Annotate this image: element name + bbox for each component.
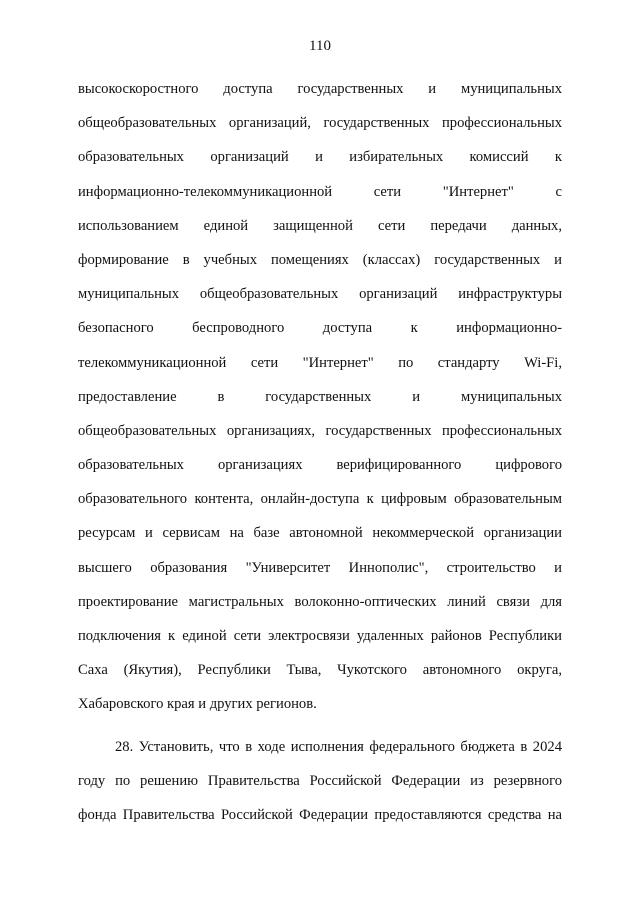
text-line: формирование в учебных помещениях (классах) государственных и xyxy=(78,251,562,268)
text-line: году по решению Правительства Российской Федерации из резервного xyxy=(78,772,562,789)
text-line: общеобразовательных организациях, государственных профессиональных xyxy=(78,422,562,439)
text-line: безопасного беспроводного доступа к информационно- xyxy=(78,320,562,337)
text-line: использованием единой защищенной сети передачи данных, xyxy=(78,217,562,234)
text-line: общеобразовательных организаций, государственных профессиональных xyxy=(78,115,562,132)
paragraph-2 xyxy=(78,730,562,833)
text-line: 28. Установить, что в ходе исполнения федерального бюджета в 2024 xyxy=(115,738,562,755)
text-line: образовательного контента, онлайн-доступа к цифровым образовательным xyxy=(78,491,562,508)
text-line: образовательных организаций и избирательных комиссий к xyxy=(78,149,562,166)
text-line: высшего образования "Университет Иннополис", строительство и xyxy=(78,559,562,576)
text-line: Саха (Якутия), Республики Тыва, Чукотского автономного округа, xyxy=(78,662,562,679)
text-line: высокоскоростного доступа государственных и муниципальных xyxy=(78,81,562,97)
text-line: подключения к единой сети электросвязи удаленных районов Республики xyxy=(78,628,562,644)
text-line: муниципальных общеобразовательных организаций инфраструктуры xyxy=(78,286,562,303)
text-line: проектирование магистральных волоконно-оптических линий связи для xyxy=(78,593,562,610)
document-body xyxy=(78,72,562,832)
text-line: предоставление в государственных и муниципальных xyxy=(78,388,562,405)
paragraph-1 xyxy=(78,72,562,722)
text-line: фонда Правительства Российской Федерации предоставляются средства на xyxy=(78,806,562,823)
page-number: 110 xyxy=(309,38,331,54)
text-line: образовательных организациях верифицированного цифрового xyxy=(78,457,562,474)
paragraph-gap xyxy=(78,722,562,730)
text-line: ресурсам и сервисам на базе автономной некоммерческой организации xyxy=(78,525,562,542)
text-line: информационно-телекоммуникационной сети "Интернет" с xyxy=(78,183,562,200)
text-line: Хабаровского края и других регионов. xyxy=(78,696,317,713)
text-line: телекоммуникационной сети "Интернет" по стандарту Wi-Fi, xyxy=(78,354,562,371)
